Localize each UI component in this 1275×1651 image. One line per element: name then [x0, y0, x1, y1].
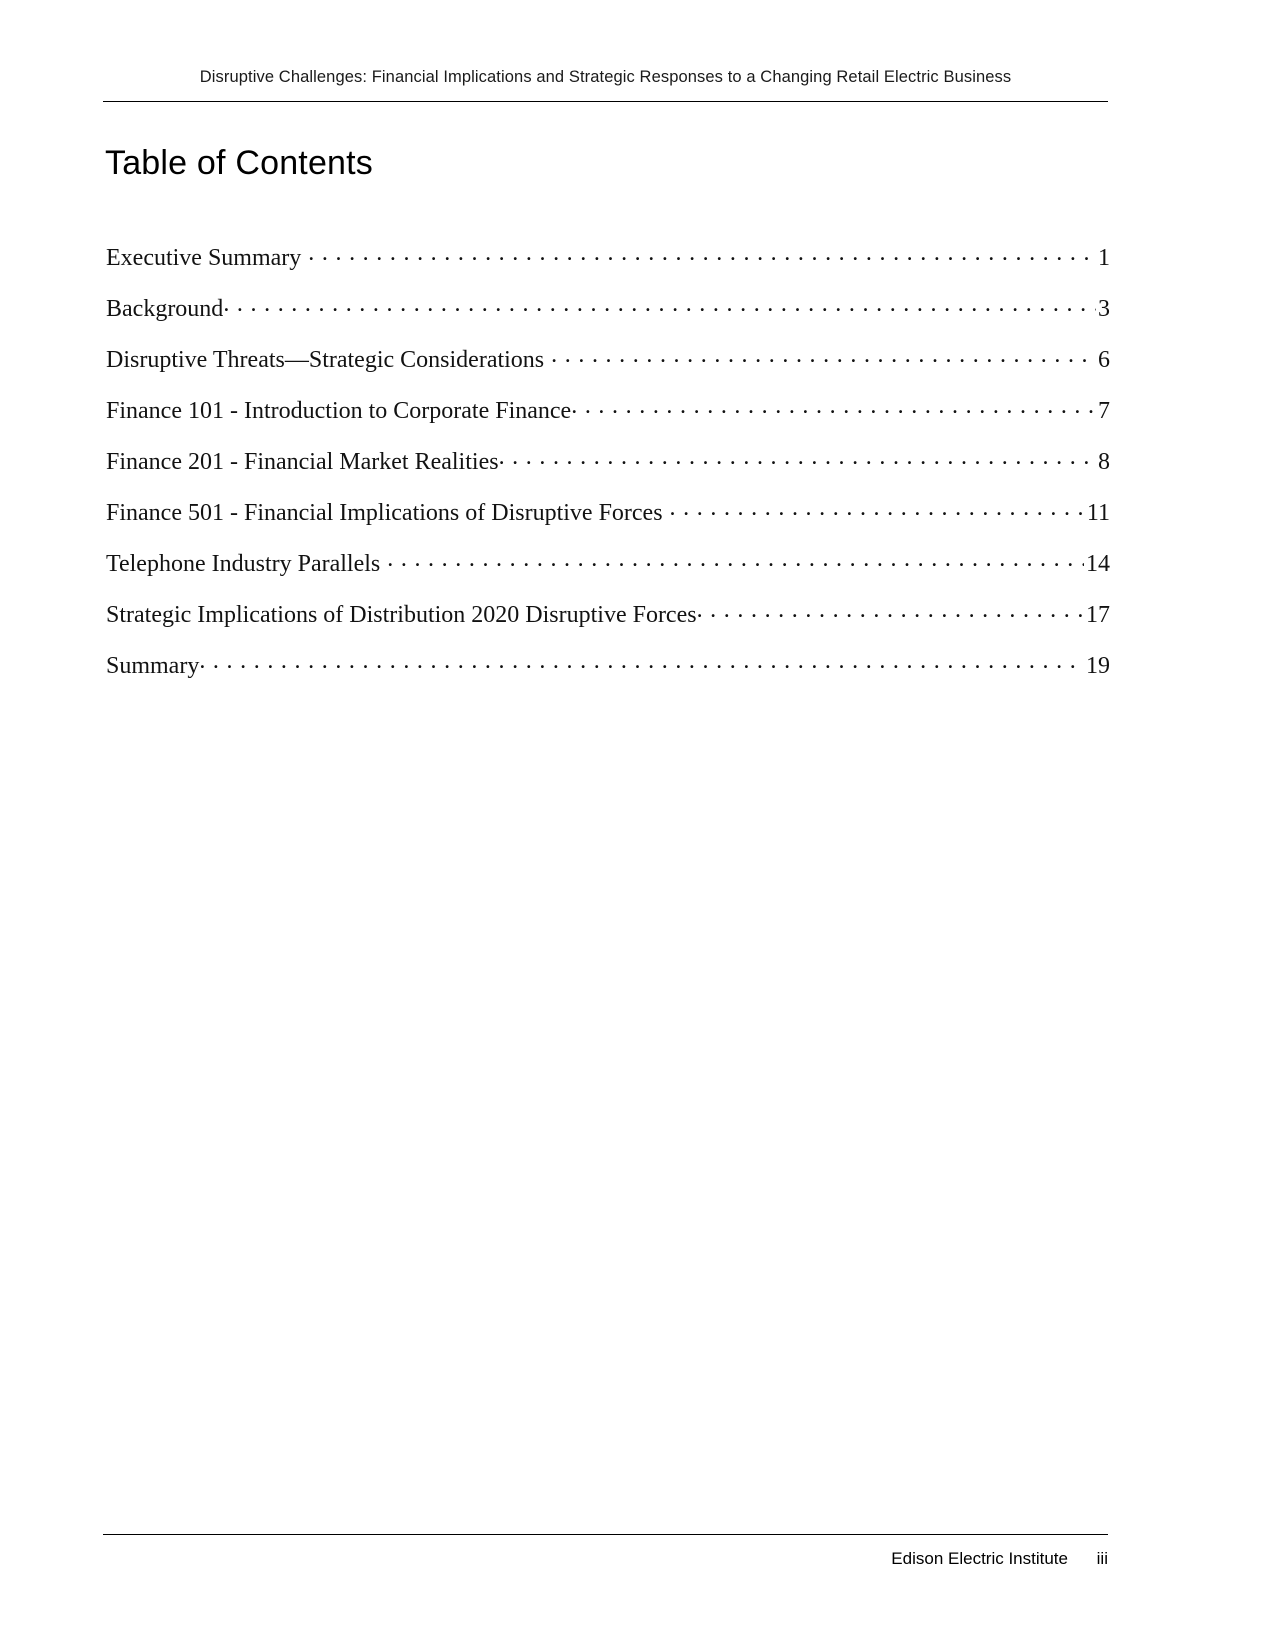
toc-entry-page-number: 11: [1086, 500, 1110, 526]
toc-entry-label: Finance 201 - Financial Market Realities: [106, 449, 499, 475]
toc-entry-page-number: 1: [1098, 245, 1110, 271]
page-footer: [103, 1534, 1108, 1569]
toc-entry-label: Telephone Industry Parallels: [106, 551, 381, 577]
toc-entry-label: Finance 501 - Financial Implications of Disruptive Forces: [106, 500, 663, 526]
toc-entry-page-number: 8: [1098, 449, 1110, 475]
toc-entry-label: Disruptive Threats—Strategic Considerations: [106, 347, 545, 373]
toc-entry-telephone-industry-parallels[interactable]: [106, 539, 1110, 590]
toc-dot-leader: [308, 241, 1089, 265]
toc-dot-leader: [223, 292, 1096, 316]
footer-page-number: iii: [1096, 1549, 1108, 1568]
footer-divider: [103, 1534, 1108, 1535]
toc-dot-leader: [697, 598, 1084, 622]
toc-dot-leader: [387, 547, 1084, 571]
toc-dot-leader: [199, 649, 1084, 673]
toc-entry-disruptive-threats[interactable]: [106, 335, 1110, 386]
toc-entry-summary[interactable]: [106, 641, 1110, 692]
toc-entry-page-number: 7: [1098, 398, 1110, 424]
toc-entry-page-number: 6: [1098, 347, 1110, 373]
header-divider: [103, 101, 1108, 102]
toc-entry-page-number: 14: [1086, 551, 1110, 577]
running-header: [103, 68, 1108, 102]
toc-entry-label: Strategic Implications of Distribution 2020 Disruptive Forces: [106, 602, 697, 628]
running-header-text: Disruptive Challenges: Financial Implications and Strategic Responses to a Changing Retail Electric Business: [199, 68, 1012, 86]
toc-dot-leader: [551, 343, 1096, 367]
toc-entry-strategic-implications[interactable]: [106, 590, 1110, 641]
toc-dot-leader: [670, 496, 1085, 520]
toc-entry-label: Executive Summary: [106, 245, 302, 271]
toc-entry-executive-summary[interactable]: [106, 233, 1110, 284]
toc-entry-page-number: 3: [1098, 296, 1110, 322]
toc-entry-label: Background: [106, 296, 224, 322]
page-title: Table of Contents: [105, 144, 374, 182]
table-of-contents: [106, 233, 1110, 692]
footer-organization: Edison Electric Institute: [891, 1549, 1068, 1568]
toc-dot-leader: [571, 394, 1096, 418]
toc-entry-page-number: 19: [1086, 653, 1110, 679]
toc-entry-page-number: 17: [1086, 602, 1110, 628]
toc-dot-leader: [499, 445, 1096, 469]
toc-entry-finance-501[interactable]: [106, 488, 1110, 539]
toc-entry-finance-201[interactable]: [106, 437, 1110, 488]
toc-entry-label: Finance 101 - Introduction to Corporate Finance: [106, 398, 572, 424]
toc-entry-label: Summary: [106, 653, 200, 679]
toc-entry-finance-101[interactable]: [106, 386, 1110, 437]
toc-entry-background[interactable]: [106, 284, 1110, 335]
footer-content: [103, 1549, 1108, 1569]
